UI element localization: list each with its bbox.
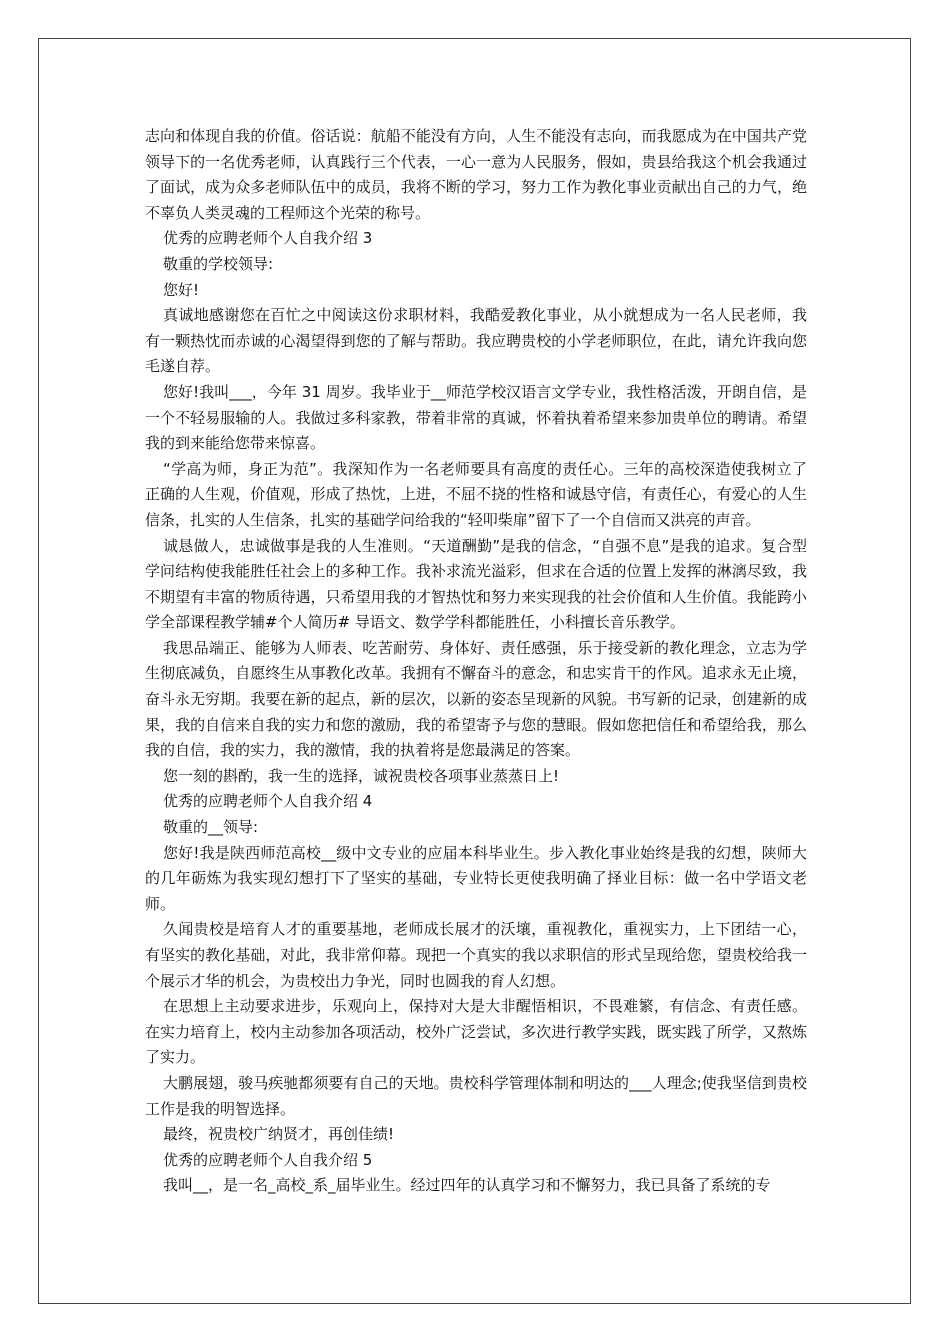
paragraph-thanks: 真诚地感谢您在百忙之中阅读这份求职材料，我酷爱教化事业，从小就想成为一名人民老师，我有一颗热忱而赤诚的心渴望得到您的了解与帮助。我应聘贵校的小学老师职位，在此，请允许我向您毛遂自荐。 <box>145 306 807 376</box>
paragraph-character: 我思品端正、能够为人师表、吃苦耐劳、身体好、责任感强，乐于接受新的教化理念，立志为学生彻底减负，自愿终生从事教化改革。我拥有不懈奋斗的意念，和忠实肯干的作风。追求永无止境，奋斗永无穷期。我要在新的起点，新的层次，以新的姿态呈现新的风貌。书写新的记录，创建新的成果，我的自信来自我的实力和您的激励，我的希望寄予与您的慧眼。假如您把信任和希望给我，那么我的自信，我的实力，我的激情，我的执着将是您最满足的答案。 <box>145 638 807 760</box>
paragraph-ideology: 在思想上主动要求进步，乐观向上，保持对大是大非醒悟相识，不畏难繁，有信念、有责任感。在实力培育上，校内主动参加各项活动，校外广泛尝试，多次进行教学实践，既实践了所学，又熬炼了实力。 <box>145 997 807 1067</box>
paragraph-intro: 您好!我叫___，今年 31 周岁。我毕业于__师范学校汉语言文学专业，我性格活泼，开朗自信，是一个不轻易服输的人。我做过多科家教，带着非常的真诚，怀着执着希望来参加贵单位的聘请。希望我的到来能给您带来惊喜。 <box>145 382 807 453</box>
paragraph-ambition: 大鹏展翅，骏马疾驰都须要有自己的天地。贵校科学管理体制和明达的___人理念;使我坚信到贵校工作是我的明智选择。 <box>145 1073 807 1118</box>
section-heading-5: 优秀的应聘老师个人自我介绍 5 <box>163 1150 373 1169</box>
paragraph-1: 志向和体现自我的价值。俗话说：航船不能没有方向，人生不能没有志向，而我愿成为在中国共产党领导下的一名优秀老师，认真践行三个代表，一心一意为人民服务，假如，贵县给我这个机会我通过了面试，成为众多老师队伍中的成员，我将不断的学习，努力工作为教化事业贡献出自己的力气，绝不辜负人类灵魂的工程师这个光荣的称号。 <box>145 127 807 222</box>
paragraph-intro-5: 我叫__，是一名_高校_系_届毕业生。经过四年的认真学习和不懈努力，我已具备了系统的专 <box>163 1176 771 1195</box>
paragraph-principles: 诚恳做人，忠诚做事是我的人生准则。“天道酬勤”是我的信念，“自强不息”是我的追求。复合型学问结构使我能胜任社会上的多种工作。我补求流光溢彩，但求在合适的位置上发挥的淋漓尽致，我不期望有丰富的物质待遇，只希望用我的才智热忱和努力来实现我的社会价值和人生价值。我能跨小学全部课程教学辅#个人简历# 导语文、数学学科都能胜任，小科擅长音乐教学。 <box>145 536 807 632</box>
salutation-4: 敬重的__领导: <box>163 818 259 837</box>
section-heading-4: 优秀的应聘老师个人自我介绍 4 <box>163 792 373 811</box>
salutation-3: 敬重的学校领导: <box>163 254 274 273</box>
paragraph-closing-3: 您一刻的斟酌，我一生的选择，诚祝贵校各项事业蒸蒸日上! <box>163 766 560 785</box>
paragraph-school: 久闻贵校是培育人才的重要基地，老师成长展才的沃壤，重视教化，重视实力，上下团结一心，有坚实的教化基础，对此，我非常仰幕。现把一个真实的我以求职信的形式呈现给您，望贵校给我一个展示才华的机会，为贵校出力争光，同时也圆我的育人幻想。 <box>145 920 807 990</box>
document-body <box>145 124 807 1199</box>
paragraph-graduate: 您好!我是陕西师范高校__级中文专业的应届本科毕业生。步入教化事业始终是我的幻想，陕师大的几年砺炼为我实现幻想打下了坚实的基础，专业特长更使我明确了择业目标：做一名中学语文老师。 <box>145 843 807 913</box>
paragraph-closing-4: 最终，祝贵校广纳贤才，再创佳绩! <box>163 1125 395 1144</box>
greeting-3: 您好! <box>163 280 200 299</box>
section-heading-3: 优秀的应聘老师个人自我介绍 3 <box>163 229 373 248</box>
paragraph-motto: “学高为师，身正为范”。我深知作为一名老师要具有高度的责任心。三年的高校深造使我树立了正确的人生观，价值观，形成了热忱，上进，不屈不挠的性格和诚恳守信，有责任心，有爱心的人生信条，扎实的人生信条，扎实的基础学问给我的“轻叩柴扉”留下了一个自信而又洪亮的声音。 <box>145 459 807 529</box>
